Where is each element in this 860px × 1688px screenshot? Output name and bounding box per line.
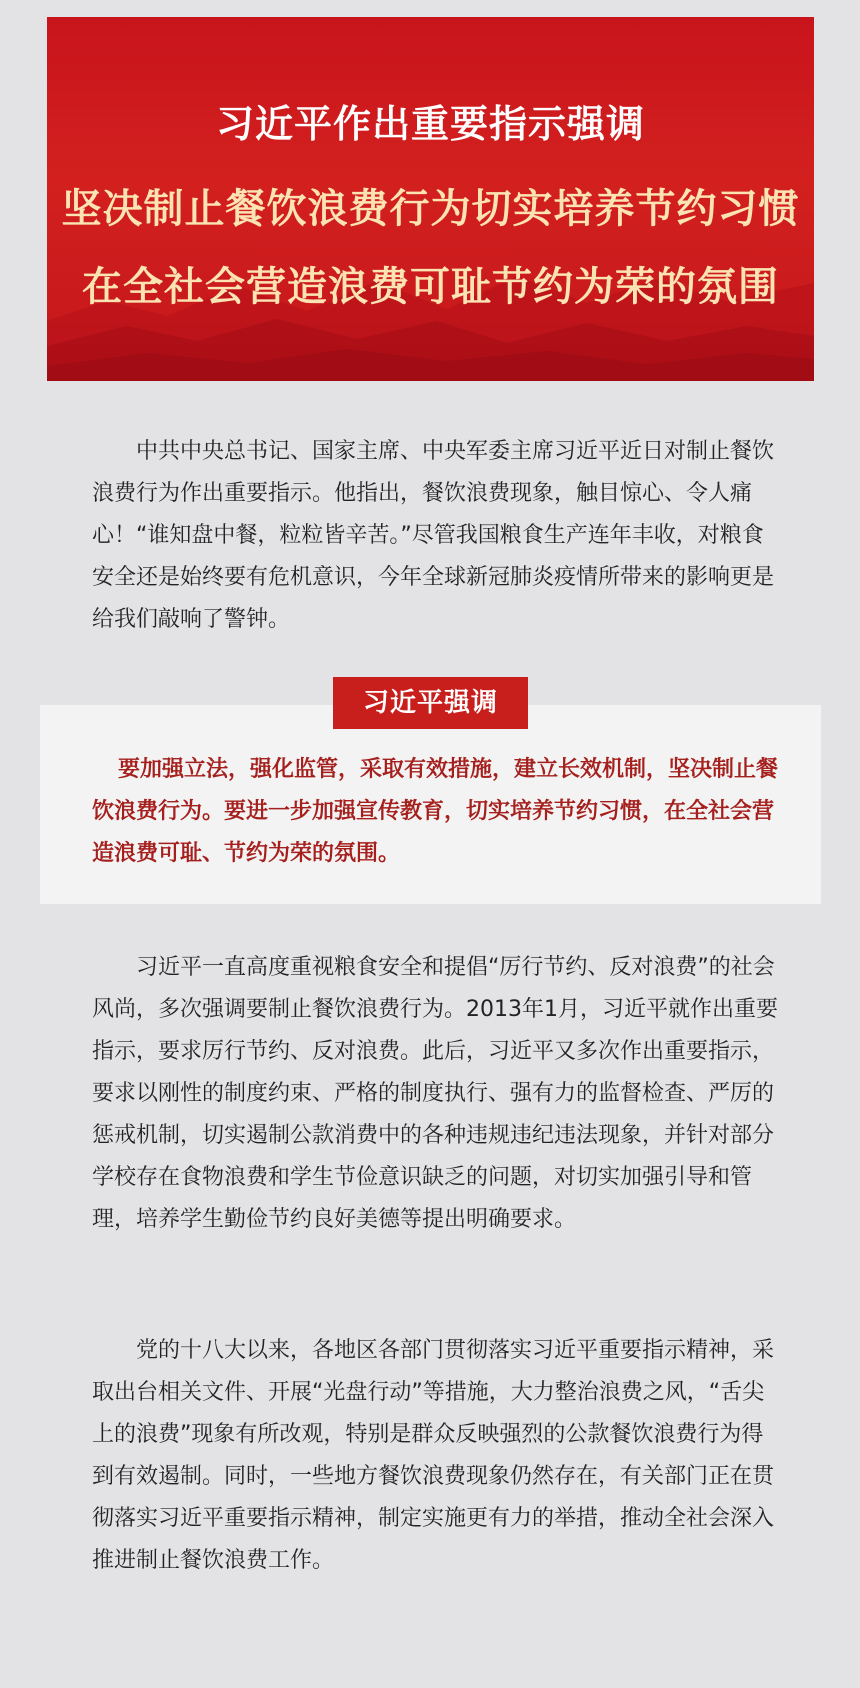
progress-paragraph: 党的十八大以来，各地区各部门贯彻落实习近平重要指示精神，采取出台相关文件、开展“光盘行动”等措施，大力整治浪费之风，“舌尖上的浪费”现象有所改观，特别是群众反映强烈的公款餐饮浪费行为得到有效遏制。同时，一些地方餐饮浪费现象仍然存在，有关部门正在贯彻落实习近平重要指示精神，制定实施更有力的举措，推动全社会深入推进制止餐饮浪费工作。 — [92, 1338, 775, 1573]
headline-subtitle-line-2: 在全社会营造浪费可耻节约为荣的氛围 — [82, 264, 779, 310]
headline-subtitle-line-1: 坚决制止餐饮浪费行为切实培养节约习惯 — [61, 186, 800, 232]
highlight-quote-text: 要加强立法，强化监管，采取有效措施，建立长效机制，坚决制止餐饮浪费行为。要进一步加强宣传教育，切实培养节约习惯，在全社会营造浪费可耻、节约为荣的氛围。 — [92, 757, 779, 866]
highlight-tag-label: 习近平强调 — [333, 677, 528, 729]
intro-paragraph: 中共中央总书记、国家主席、中央军委主席习近平近日对制止餐饮浪费行为作出重要指示。他指出，餐饮浪费现象，触目惊心、令人痛心！“谁知盘中餐，粒粒皆辛苦。”尽管我国粮食生产连年丰收，对粮食安全还是始终要有危机意识，今年全球新冠肺炎疫情所带来的影响更是给我们敲响了警钟。 — [92, 439, 775, 632]
header-banner — [47, 17, 814, 381]
headline-title: 习近平作出重要指示强调 — [215, 102, 645, 146]
background-paragraph: 习近平一直高度重视粮食安全和提倡“厉行节约、反对浪费”的社会风尚，多次强调要制止餐饮浪费行为。2013年1月，习近平就作出重要指示，要求厉行节约、反对浪费。此后，习近平又多次作出重要指示，要求以刚性的制度约束、严格的制度执行、强有力的监督检查、严厉的惩戒机制，切实遏制公款消费中的各种违规违纪违法现象，并针对部分学校存在食物浪费和学生节俭意识缺乏的问题，对切实加强引导和管理，培养学生勤俭节约良好美德等提出明确要求。 — [92, 955, 778, 1232]
